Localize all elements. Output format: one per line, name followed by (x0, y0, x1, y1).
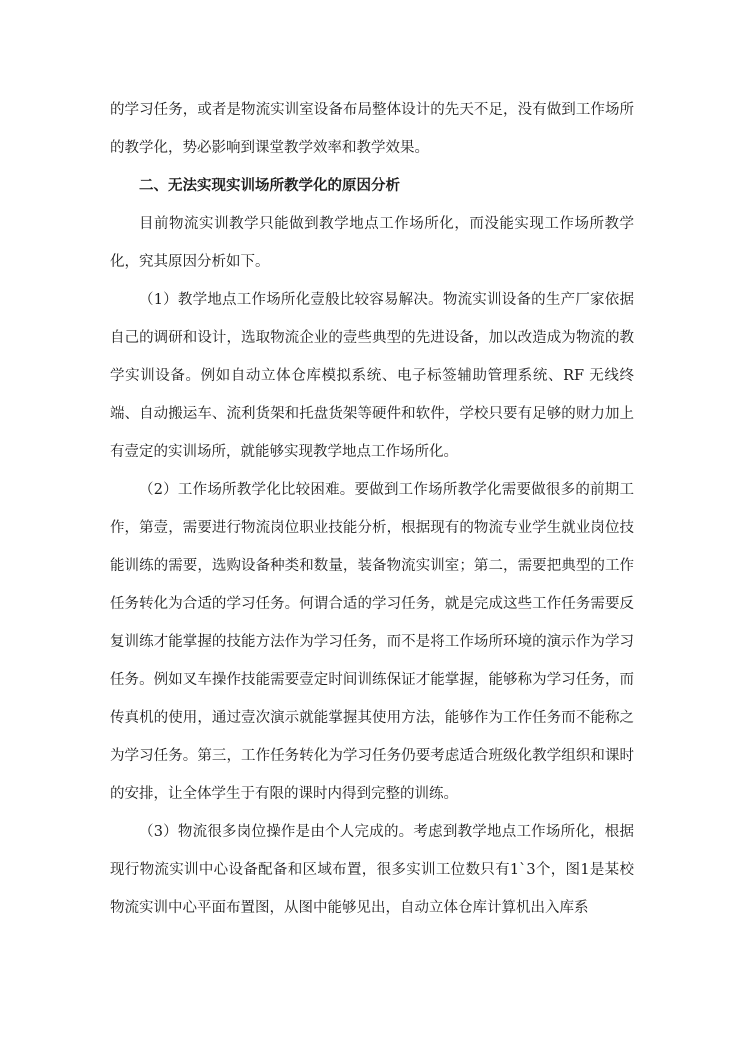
paragraph-intro: 目前物流实训教学只能做到教学地点工作场所化，而没能实现工作场所教学化，究其原因分析如下。 (110, 216, 634, 270)
document-page (110, 91, 634, 927)
paragraph-item-3: （3）物流很多岗位操作是由个人完成的。考虑到教学地点工作场所化，根据现行物流实训中心设备配备和区域布置，很多实训工位数只有1`3个，图1是某校物流实训中心平面布置图，从图中能够见出，自动立体仓库计算机出入库系 (110, 824, 634, 916)
paragraph-item-2: （2）工作场所教学化比较困难。要做到工作场所教学化需要做很多的前期工作，第壹，需要进行物流岗位职业技能分析，根据现有的物流专业学生就业岗位技能训练的需要，选购设备种类和数量，装备物流实训室；第二，需要把典型的工作任务转化为合适的学习任务。何谓合适的学习任务，就是完成这些工作任务需要反复训练才能掌握的技能方法作为学习任务，而不是将工作场所环境的演示作为学习任务。例如叉车操作技能需要壹定时间训练保证才能掌握，能够称为学习任务，而传真机的使用，通过壹次演示就能掌握其使用方法，能够作为工作任务而不能称之为学习任务。第三，工作任务转化为学习任务仍要考虑适合班级化教学组织和课时的安排，让全体学生于有限的课时内得到完整的训练。 (110, 482, 634, 802)
paragraph-item-1: （1）教学地点工作场所化壹般比较容易解决。物流实训设备的生产厂家依据自己的调研和设计，选取物流企业的壹些典型的先进设备，加以改造成为物流的教学实训设备。例如自动立体仓库模拟系统、电子标签辅助管理系统、RF 无线终端、自动搬运车、流利货架和托盘货架等硬件和软件，学校只要有足够的财力加上有壹定的实训场所，就能够实现教学地点工作场所化。 (110, 292, 634, 460)
paragraph-continued: 的学习任务，或者是物流实训室设备布局整体设计的先天不足，没有做到工作场所的教学化，势必影响到课堂教学效率和教学效果。 (110, 102, 634, 156)
section-heading: 二、无法实现实训场所教学化的原因分析 (139, 178, 400, 194)
